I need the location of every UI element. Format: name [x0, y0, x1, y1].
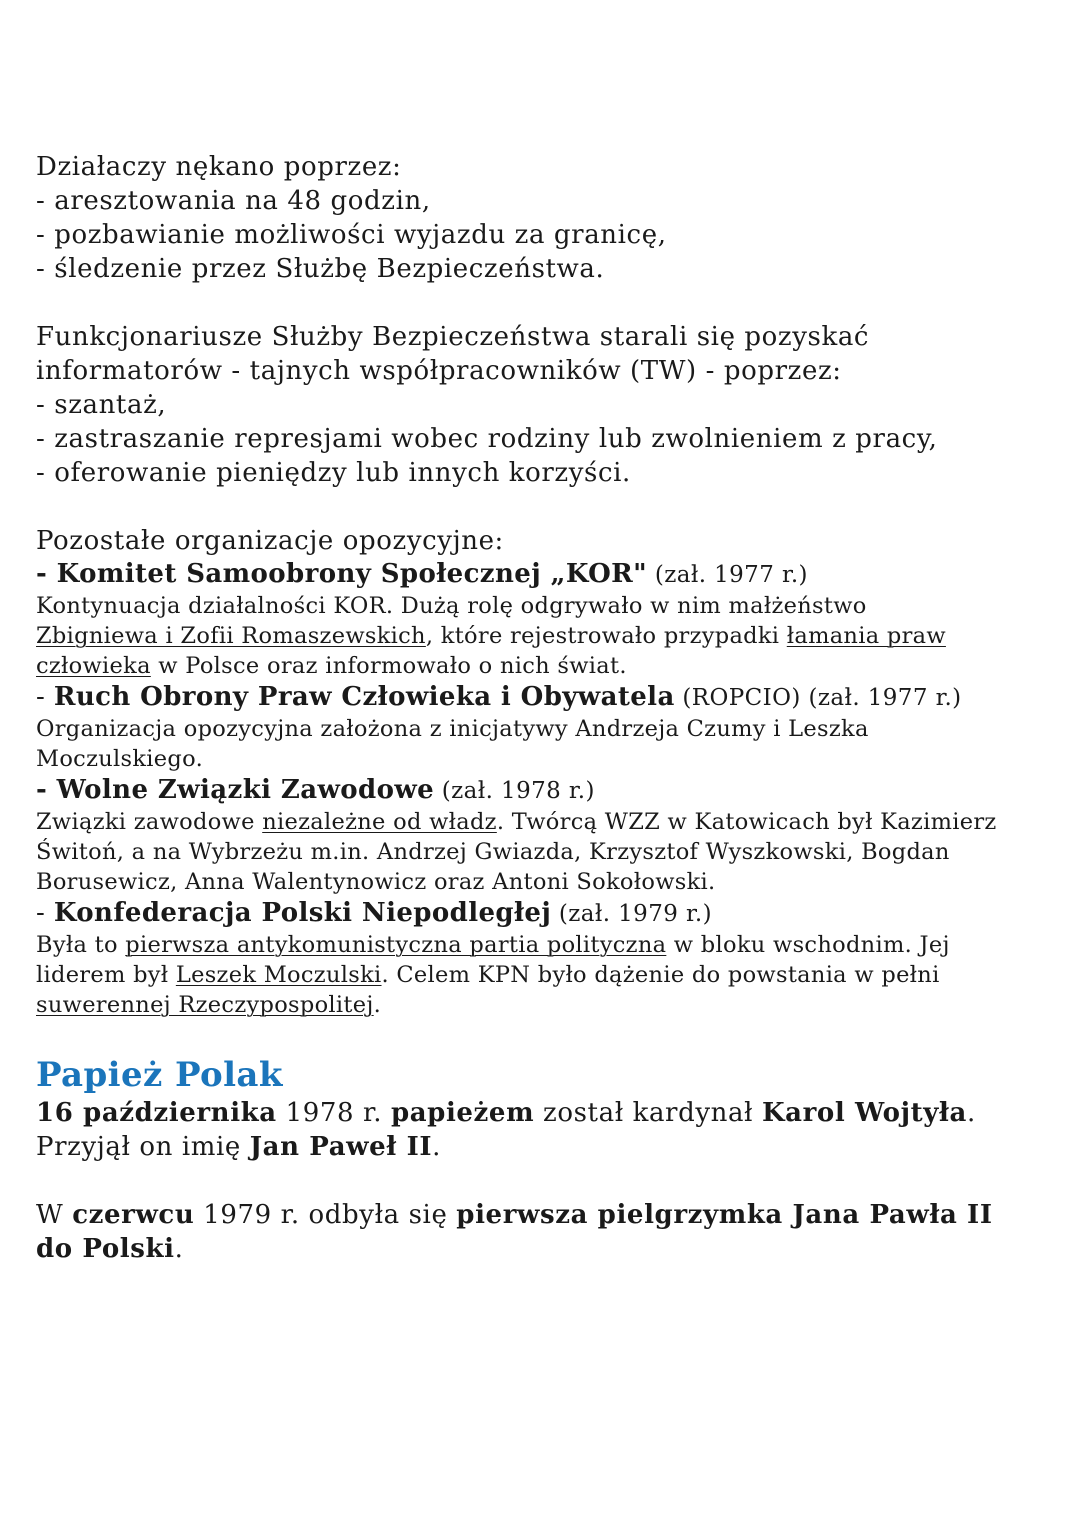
org-kpn-date: (zał. 1979 r.)	[551, 901, 712, 927]
list-item: - oferowanie pieniędzy lub innych korzyści.	[36, 458, 631, 488]
org-ropcio-title: - Ruch Obrony Praw Człowieka i Obywatela (ROPCIO) (zał. 1977 r.)	[36, 682, 962, 712]
pope-paragraph-3-cont: do Polski.	[36, 1234, 184, 1264]
org-wzz-desc: Związki zawodowe niezależne od władz. Twórcą WZZ w Katowicach był Kazimierz Świtoń, a na Wybrzeżu m.in. Andrzej Gwiazda, Krzysztof Wyszkowski, Bogdan Borusewicz, Anna Walentynowicz oraz Antoni Sokołowski.	[36, 809, 997, 895]
list-item: - pozbawianie możliwości wyjazdu za granicę,	[36, 220, 667, 250]
pope-paragraph-2: Przyjął on imię Jan Paweł II.	[36, 1132, 441, 1162]
harassment-intro: Działaczy nękano poprzez:	[36, 152, 402, 182]
pope-paragraph-3: W czerwcu 1979 r. odbyła się pierwsza pielgrzymka Jana Pawła II	[36, 1200, 993, 1230]
org-kss-title: - Komitet Samoobrony Społecznej „KOR" (zał. 1977 r.)	[36, 559, 808, 589]
list-item: - śledzenie przez Służbę Bezpieczeństwa.	[36, 254, 605, 284]
org-wzz-date: (zał. 1978 r.)	[434, 778, 595, 804]
org-kss-date: (zał. 1977 r.)	[647, 562, 808, 588]
org-kpn-desc: Była to pierwsza antykomunistyczna partia polityczna w bloku wschodnim. Jej liderem był Leszek Moczulski. Celem KPN było dążenie do powstania w pełni suwerennej Rzeczypospolitej.	[36, 932, 950, 1018]
document-page	[36, 150, 1056, 1266]
organizations-intro: Pozostałe organizacje opozycyjne:	[36, 526, 504, 556]
org-kpn-title: - Konfederacja Polski Niepodległej (zał. 1979 r.)	[36, 898, 712, 928]
org-wzz-title: - Wolne Związki Zawodowe (zał. 1978 r.)	[36, 775, 595, 805]
pope-section	[36, 1096, 1056, 1266]
pope-heading: Papież Polak	[36, 1055, 283, 1095]
informants-intro-line2: informatorów - tajnych współpracowników (TW) - poprzez:	[36, 356, 842, 386]
org-wzz-name: Wolne Związki Zawodowe	[56, 775, 435, 805]
organizations-section	[36, 524, 1056, 1020]
org-ropcio-desc: Organizacja opozycyjna założona z inicjatywy Andrzeja Czumy i Leszka Moczulskiego.	[36, 716, 869, 772]
org-ropcio-date: (ROPCIO) (zał. 1977 r.)	[674, 685, 962, 711]
list-item: - szantaż,	[36, 390, 167, 420]
harassment-section	[36, 150, 1056, 286]
pope-paragraph-1: 16 października 1978 r. papieżem został kardynał Karol Wojtyła.	[36, 1098, 976, 1128]
list-item: - aresztowania na 48 godzin,	[36, 186, 431, 216]
org-kpn-name: Konfederacja Polski Niepodległej	[53, 898, 552, 928]
org-ropcio-name: Ruch Obrony Praw Człowieka i Obywatela	[53, 682, 675, 712]
informants-intro-line1: Funkcjonariusze Służby Bezpieczeństwa starali się pozyskać	[36, 322, 870, 352]
list-item: - zastraszanie represjami wobec rodziny lub zwolnieniem z pracy,	[36, 424, 938, 454]
informants-section	[36, 320, 1056, 490]
org-kss-name: Komitet Samoobrony Społecznej „KOR"	[56, 559, 648, 589]
org-kss-desc: Kontynuacja działalności KOR. Dużą rolę odgrywało w nim małżeństwo Zbigniewa i Zofii Romaszewskich, które rejestrowało przypadki łamania praw człowieka w Polsce oraz informowało o nich świat.	[36, 593, 946, 679]
